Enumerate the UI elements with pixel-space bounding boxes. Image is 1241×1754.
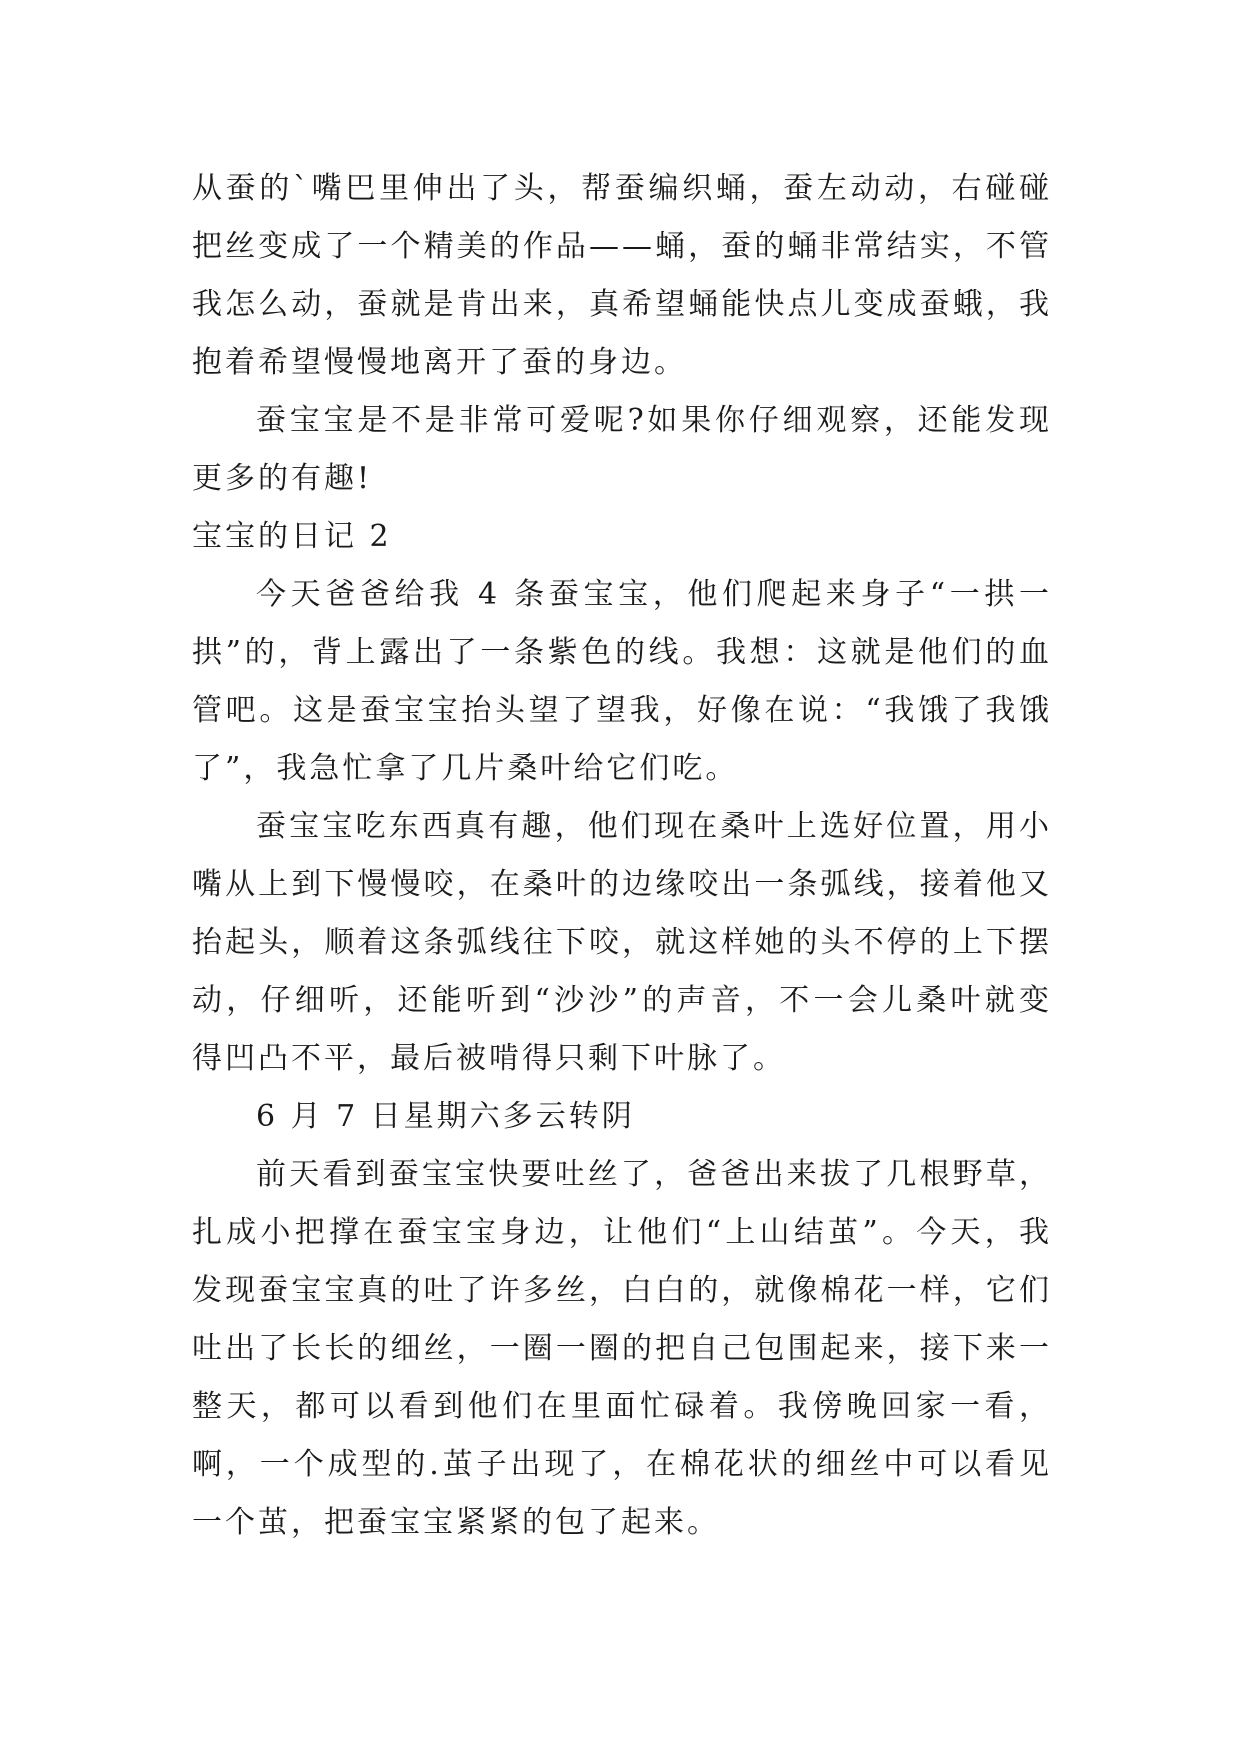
diary-heading: 宝宝的日记 2: [192, 519, 392, 554]
paragraph-cocoon-making: 从蚕的`嘴巴里伸出了头，帮蚕编织蛹，蚕左动动，右碰碰把丝变成了一个精美的作品——蛹，蚕的蛹非常结实，不管我怎么动，蚕就是肯出来，真希望蛹能快点儿变成蚕蛾，我抱着希望慢慢地离开了蚕的身边。: [192, 171, 1052, 380]
diary-date-line: 6 月 7 日星期六多云转阴: [256, 1099, 635, 1134]
paragraph-silkworm-cute: 蚕宝宝是不是非常可爱呢?如果你仔细观察，还能发现更多的有趣!: [192, 403, 1052, 496]
document-body: [192, 160, 1052, 1552]
paragraph-eating-leaves: 蚕宝宝吃东西真有趣，他们现在桑叶上选好位置，用小嘴从上到下慢慢咬，在桑叶的边缘咬出一条弧线，接着他又抬起头，顺着这条弧线往下咬，就这样她的头不停的上下摆动，仔细听，还能听到“沙沙”的声音，不一会儿桑叶就变得凹凸不平，最后被啃得只剩下叶脉了。: [192, 809, 1052, 1076]
paragraph-spinning-silk: 前天看到蚕宝宝快要吐丝了，爸爸出来拔了几根野草，扎成小把撑在蚕宝宝身边，让他们“上山结茧”。今天，我发现蚕宝宝真的吐了许多丝，白白的，就像棉花一样，它们吐出了长长的细丝，一圈一圈的把自己包围起来，接下来一整天，都可以看到他们在里面忙碌着。我傍晚回家一看，啊，一个成型的.茧子出现了，在棉花状的细丝中可以看见一个茧，把蚕宝宝紧紧的包了起来。: [192, 1157, 1052, 1540]
paragraph-four-silkworms: 今天爸爸给我 4 条蚕宝宝，他们爬起来身子“一拱一拱”的，背上露出了一条紫色的线。我想：这就是他们的血管吧。这是蚕宝宝抬头望了望我，好像在说：“我饿了我饿了”，我急忙拿了几片桑叶给它们吃。: [192, 577, 1052, 786]
